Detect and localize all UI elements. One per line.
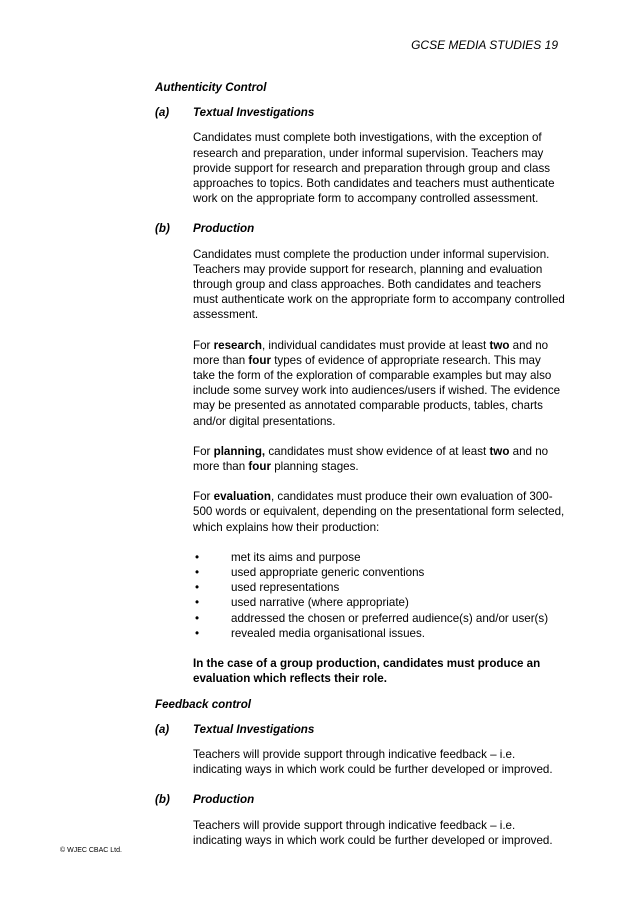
bullet-icon: • xyxy=(195,581,200,595)
text-run: types of evidence of appropriate research. This may take the form of the exploration of comparable examples but may also include some survey work into audiences/users if wished. The evidence may be presented as annotated comparable products, tables, charts and/or digital presentations. xyxy=(193,353,561,428)
page-content xyxy=(155,80,565,863)
item-letter: (a) xyxy=(155,722,170,736)
item-title: Production xyxy=(193,222,255,236)
feedback-production-body xyxy=(193,818,565,848)
authenticity-production-body xyxy=(193,247,565,687)
max-count: four xyxy=(248,353,271,367)
planning-paragraph xyxy=(193,444,565,474)
bullet-icon: • xyxy=(195,566,200,580)
list-item xyxy=(193,550,565,565)
research-term: research xyxy=(213,338,262,352)
list-item-text: used narrative (where appropriate) xyxy=(231,596,409,610)
max-count: four xyxy=(248,460,271,474)
text-run: and no more than xyxy=(193,338,549,367)
item-letter: (a) xyxy=(155,106,170,120)
bullet-icon: • xyxy=(195,550,200,564)
item-title: Textual Investigations xyxy=(193,722,315,736)
authenticity-textual-body xyxy=(193,130,565,206)
min-count: two xyxy=(489,444,510,458)
feedback-control-heading: Feedback control xyxy=(155,697,251,711)
item-title: Textual Investigations xyxy=(193,106,315,120)
text-run: For xyxy=(193,490,214,504)
evaluation-paragraph xyxy=(193,489,565,535)
paragraph: Teachers will provide support through indicative feedback – i.e. indicating ways in which work could be further developed or improved. xyxy=(193,818,553,847)
min-count: two xyxy=(489,338,510,352)
text-run: candidates must show evidence of at least xyxy=(265,444,490,458)
list-item-text: addressed the chosen or preferred audience(s) and/or user(s) xyxy=(231,611,549,625)
list-item-text: used representations xyxy=(231,581,340,595)
list-item-text: met its aims and purpose xyxy=(231,550,361,564)
text-run: For xyxy=(193,444,214,458)
evaluation-criteria-list xyxy=(193,550,565,641)
text-run: , candidates must produce their own evaluation of 300-500 words or equivalent, depending on the presentational form selected, which explains how their production: xyxy=(193,490,565,534)
paragraph: Teachers will provide support through indicative feedback – i.e. indicating ways in which work could be further developed or improved. xyxy=(193,747,553,777)
feedback-production-heading xyxy=(155,792,565,807)
paragraph: Candidates must complete the production under informal supervision. Teachers may provide support for research, planning and evaluation through group and class approaches. Both candidates and teachers must authenticate work on the appropriate form to accompany controlled assessment. xyxy=(193,247,565,322)
text-run: and no more than xyxy=(193,444,549,474)
list-item xyxy=(193,565,565,580)
feedback-textual-body xyxy=(193,747,565,777)
bullet-icon: • xyxy=(195,596,200,610)
list-item xyxy=(193,595,565,610)
list-item xyxy=(193,626,565,641)
bullet-icon: • xyxy=(195,626,200,640)
item-letter: (b) xyxy=(155,222,170,236)
item-title: Production xyxy=(193,793,255,807)
planning-term: planning, xyxy=(213,444,266,458)
feedback-textual-heading xyxy=(155,722,565,737)
page-header: GCSE MEDIA STUDIES 19 xyxy=(411,38,558,52)
item-letter: (b) xyxy=(155,793,170,807)
list-item-text: revealed media organisational issues. xyxy=(231,626,425,640)
evaluation-term: evaluation xyxy=(213,490,271,504)
paragraph: Candidates must complete both investigations, with the exception of research and preparation, under informal supervision. Teachers may provide support for research and preparation through group and class approaches to topics. Both candidates and teachers must authenticate work on the appropriate form to accompany controlled assessment. xyxy=(193,131,555,206)
copyright-footer: © WJEC CBAC Ltd. xyxy=(60,847,122,854)
list-item xyxy=(193,611,565,626)
group-production-note: In the case of a group production, candidates must produce an evaluation which reflects their role. xyxy=(193,657,541,686)
research-paragraph xyxy=(193,338,565,429)
text-run: planning stages. xyxy=(270,460,359,474)
authenticity-production-heading xyxy=(155,221,565,236)
bullet-icon: • xyxy=(195,611,200,625)
authenticity-control-heading: Authenticity Control xyxy=(155,81,267,94)
authenticity-textual-heading xyxy=(155,105,565,120)
text-run: , individual candidates must provide at least xyxy=(261,338,490,352)
text-run: For xyxy=(193,338,214,352)
list-item-text: used appropriate generic conventions xyxy=(231,566,425,580)
list-item xyxy=(193,580,565,595)
